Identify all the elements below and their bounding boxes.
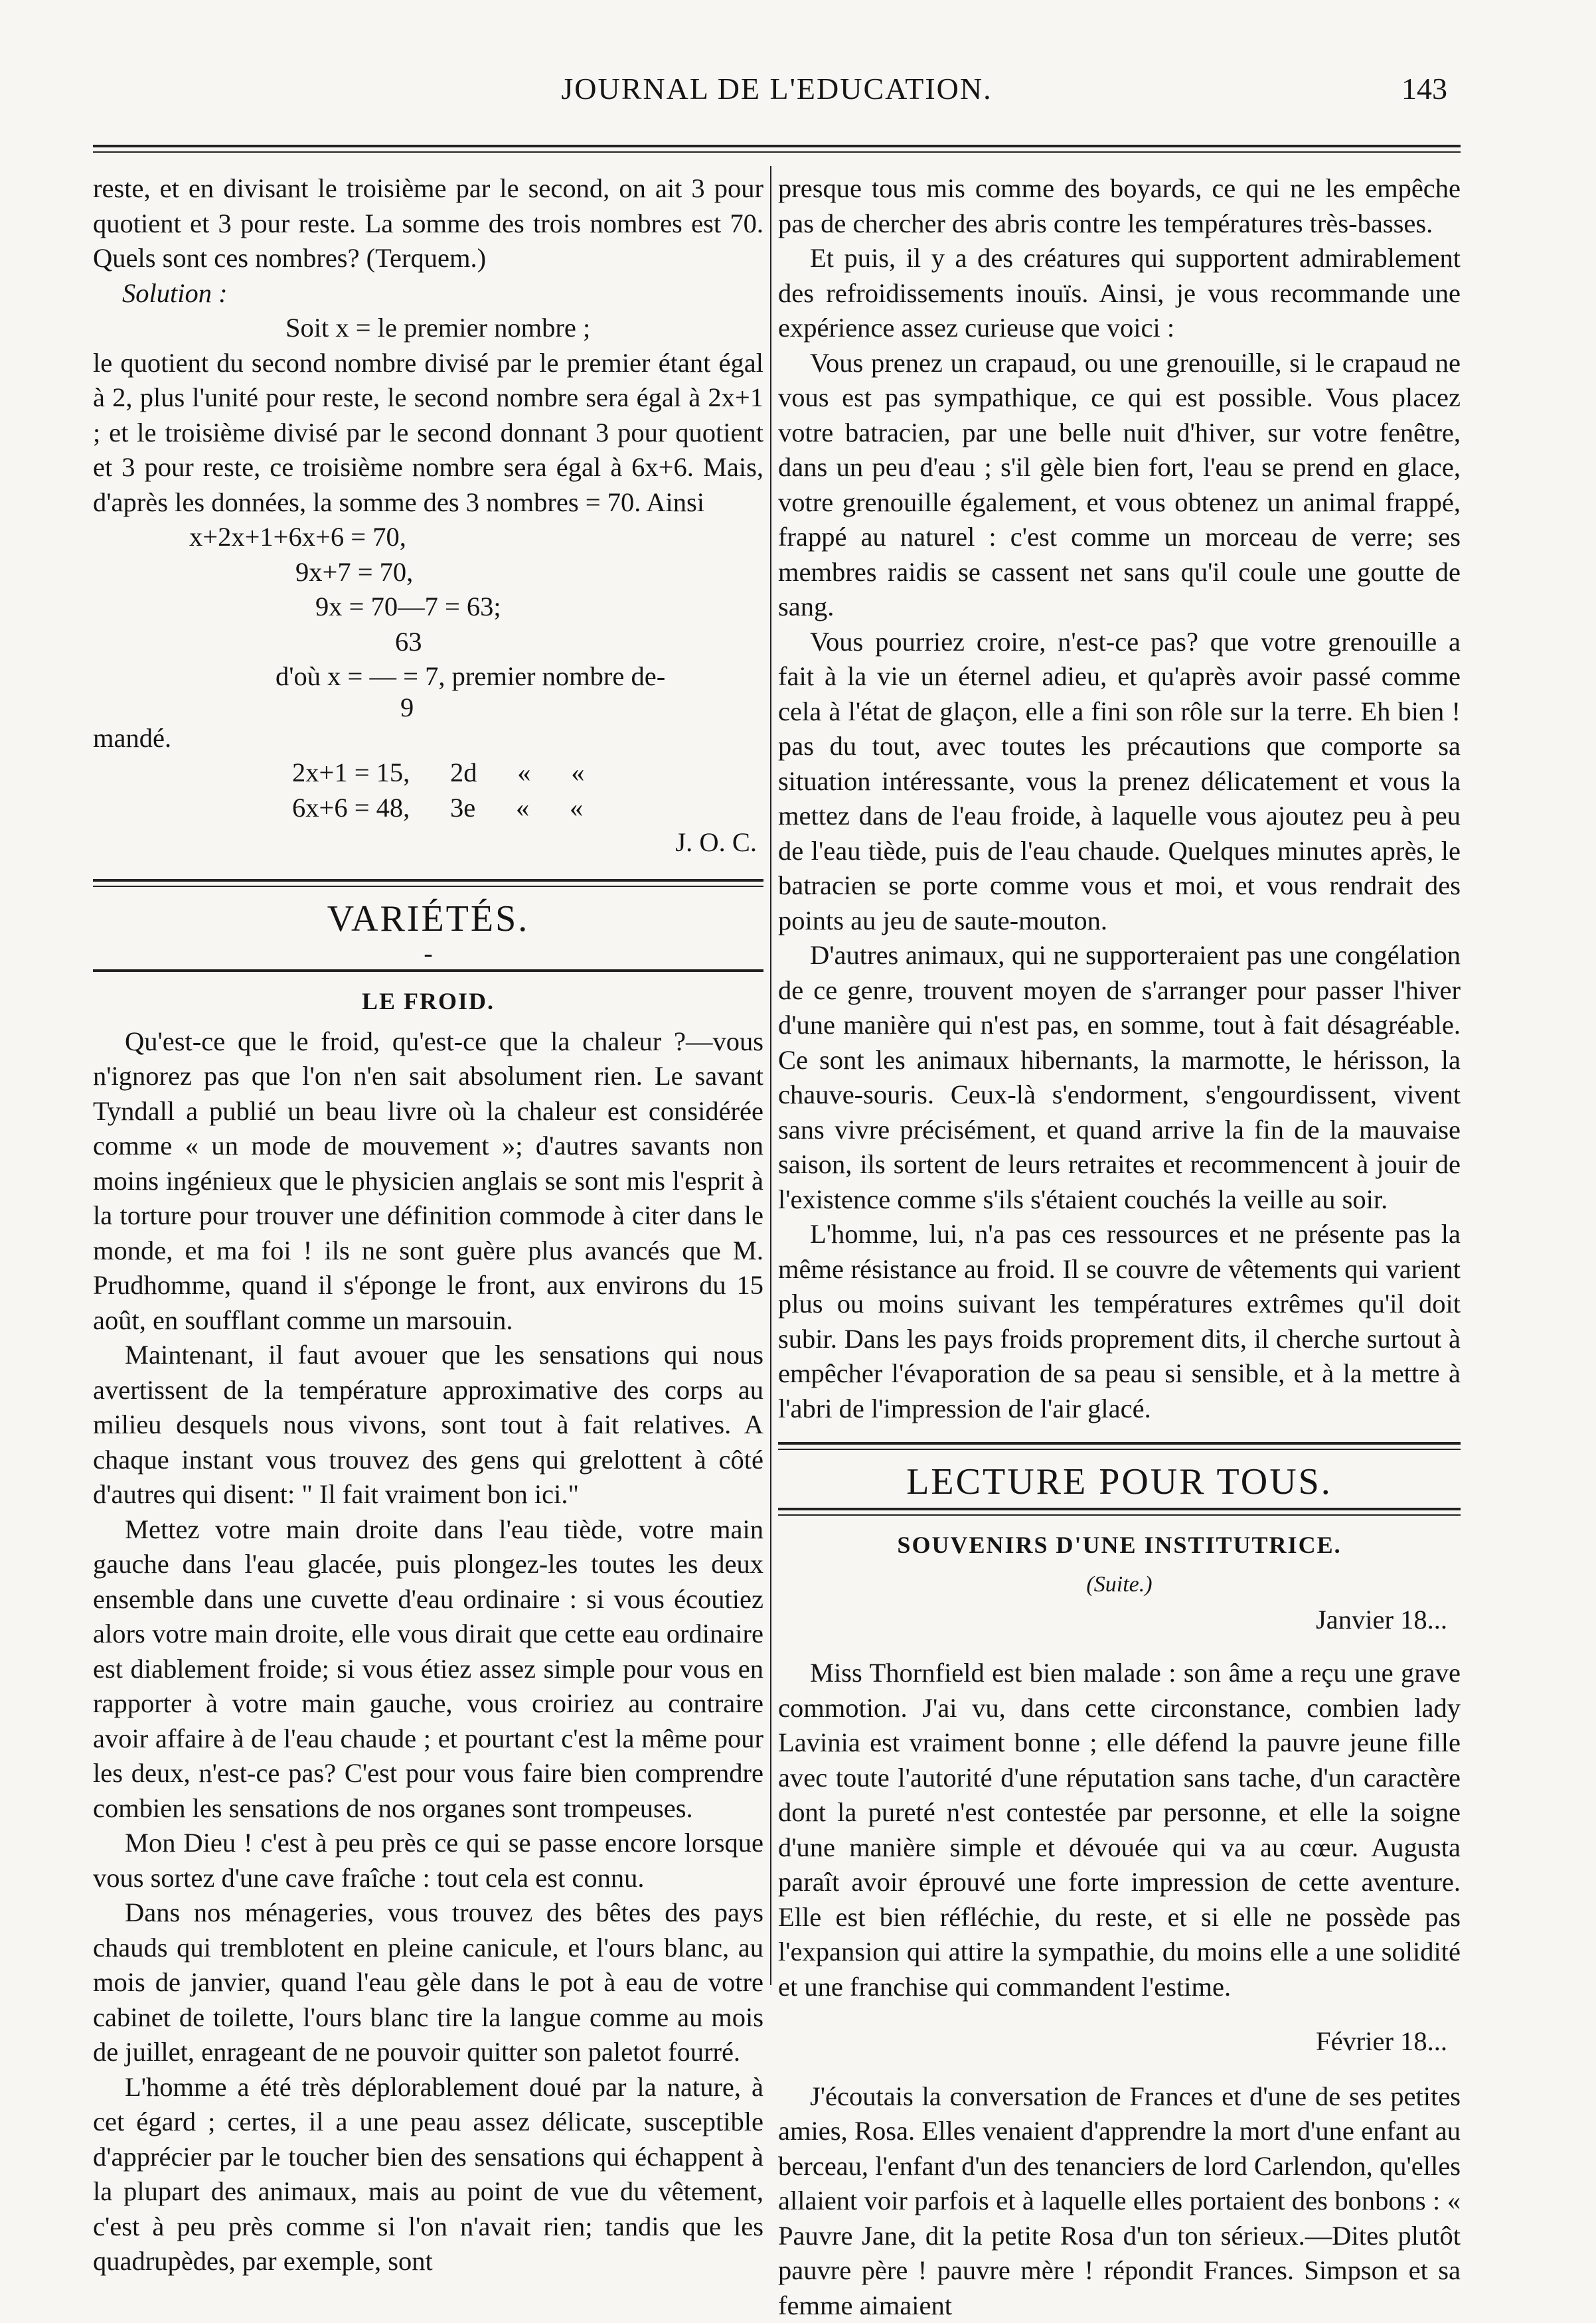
date-heading: Janvier 18... <box>778 1603 1461 1638</box>
paragraph: Vous prenez un crapaud, ou une grenouille, si le crapaud ne vous est pas sympathique, ce qui est possible. Vous placez votre batracien, par une belle nuit d'hiver, sur votre fenêtre, dans un peu d'eau ; s'il gèle bien fort, l'eau se prend en glace, votre grenouille également, et vous obtenez un animal frappé, frappé au naturel : c'est comme un morceau de verre; ses membres raidis se cassent net sans qu'il coule une goutte de sang. <box>778 346 1461 625</box>
header-rule <box>93 145 1461 147</box>
solution-label: Solution : <box>93 276 763 311</box>
equation: x+2x+1+6x+6 = 70, <box>93 520 763 555</box>
header-rule-thin <box>93 151 1461 153</box>
solution-text: le quotient du second nombre divisé par le premier étant égal à 2, plus l'unité pour reste, le second nombre sera égal à 2x+1 ; et le troisième divisé par le second donnant 3 pour quotient et 3 pour reste, ce troisième nombre sera égal à 6x+6. Mais, d'après les données, la somme des 3 nombres = 70. Ainsi <box>93 346 763 521</box>
paragraph: J'écoutais la conversation de Frances et d'une de ses petites amies, Rosa. Elles venaient d'apprendre la mort d'une enfant au berceau, l'enfant d'un des tenanciers de lord Carlendon, qu'elles allaient voir parfois et à laquelle elles portaient des bonbons : « Pauvre Jane, dit la petite Rosa d'un ton sérieux.—Dites plutôt pauvre père ! pauvre mère ! répondit Frances. Simpson et sa femme aimaient <box>778 2079 1461 2323</box>
paragraph: D'autres animaux, qui ne supporteraient pas une congélation de ce genre, trouvent moyen de s'arranger pour passer l'hiver d'une manière qui n'est pas, en somme, tout à fait désagréable. Ce sont les animaux hibernants, la marmotte, le hérisson, la chauve-souris. Ceux-là s'endorment, s'engourdissent, vivent sans vivre précisément, et quand arrive la fin de la mauvaise saison, ils sortent de leurs retraites et recommencent à jouir de l'existence comme s'ils s'étaient couchés la veille au soir. <box>778 938 1461 1217</box>
article-title: LE FROID. <box>93 984 763 1019</box>
section-title: LECTURE POUR TOUS. <box>778 1465 1461 1500</box>
equation: 9x+7 = 70, <box>93 555 763 590</box>
right-column <box>778 171 1461 2323</box>
fraction-denominator: 9 <box>93 694 763 721</box>
left-column <box>93 171 763 2279</box>
journal-title: JOURNAL DE L'EDUCATION. <box>100 71 1454 106</box>
paragraph: L'homme a été très déplorablement doué par la nature, à cet égard ; certes, il a une peau assez délicate, susceptible d'apprécier par le toucher bien des sensations qui échappent à la plupart des animaux, mais au point de vue du vêtement, c'est à peu près comme si l'on n'avait rien; tandis que les quadrupèdes, par exemple, sont <box>93 2070 763 2279</box>
paragraph: Mon Dieu ! c'est à peu près ce qui se passe encore lorsque vous sortez d'une cave fraîche : tout cela est connu. <box>93 1826 763 1895</box>
column-divider <box>770 166 771 1985</box>
title-dash: - <box>93 944 763 963</box>
equation-continuation: mandé. <box>93 721 763 756</box>
date-heading: Février 18... <box>778 2024 1461 2059</box>
continued-label: (Suite.) <box>778 1567 1461 1603</box>
section-rule <box>93 879 763 882</box>
equation: d'où x = — = 7, premier nombre de- <box>93 659 763 694</box>
equation: 9x = 70—7 = 63; <box>93 590 763 625</box>
paragraph: Maintenant, il faut avouer que les sensations qui nous avertissent de la température approximative des corps au milieu desquels nous vivons, sont tout à fait relatives. A chaque instant vous trouvez des gens qui grelottent à côté d'autres qui disent: " Il fait vraiment bon ici." <box>93 1338 763 1512</box>
fraction-numerator: 63 <box>93 625 763 660</box>
equation: 6x+6 = 48, 3e « « <box>93 791 763 826</box>
section-rule-thin <box>778 1514 1461 1516</box>
equation: 2x+1 = 15, 2d « « <box>93 756 763 791</box>
problem-statement: reste, et en divisant le troisième par le second, on ait 3 pour quotient et 3 pour reste. La somme des trois nombres est 70. Quels sont ces nombres? (Terquem.) <box>93 171 763 276</box>
section-rule-thin <box>93 886 763 887</box>
section-rule <box>93 969 763 972</box>
paragraph: Vous pourriez croire, n'est-ce pas? que votre grenouille a fait à la vie un éternel adieu, et qu'après avoir passé comme cela à l'état de glaçon, elle a fini son rôle sur la terre. Eh bien ! pas du tout, avec toutes les précautions que comporte sa situation intéressante, vous la prenez délicatement et vous la mettez dans de l'eau froide, à laquelle vous ajoutez peu à peu de l'eau tiède, puis de l'eau chaude. Quelques minutes après, le batracien se porte comme vous et moi, et vous rendrait des points au jeu de saute-mouton. <box>778 625 1461 939</box>
signature: J. O. C. <box>93 825 763 860</box>
section-rule-thin <box>778 1449 1461 1450</box>
paragraph: Et puis, il y a des créatures qui supportent admirablement des refroidissements inouïs. Ainsi, je vous recommande une expérience assez curieuse que voici : <box>778 241 1461 346</box>
section-rule <box>778 1442 1461 1445</box>
article-title: SOUVENIRS D'UNE INSTITUTRICE. <box>778 1528 1461 1563</box>
paragraph: Mettez votre main droite dans l'eau tiède, votre main gauche dans l'eau glacée, puis plongez-les toutes les deux ensemble dans une cuvette d'eau ordinaire : si vous écoutiez alors votre main droite, elle vous dirait que cette eau ordinaire est diablement froide; si vous étiez assez simple pour vous en rapporter à votre main gauche, vous croiriez au contraire avoir affaire à de l'eau chaude ; et pourtant c'est la même pour les deux, n'est-ce pas? C'est pour vous faire bien comprendre combien les sensations de nos organes sont trompeuses. <box>93 1512 763 1826</box>
paragraph: Dans nos ménageries, vous trouvez des bêtes des pays chauds qui tremblotent en pleine canicule, et l'ours blanc, au mois de janvier, quand l'eau gèle dans le pot à eau de votre cabinet de toilette, l'ours blanc tire la langue comme au mois de juillet, enrageant de ne pouvoir quitter son paletot fourré. <box>93 1895 763 2070</box>
page-number: 143 <box>1401 71 1447 106</box>
paragraph: L'homme, lui, n'a pas ces ressources et ne présente pas la même résistance au froid. Il se couvre de vêtements qui varient plus ou moins suivant les températures extrêmes qu'il doit subir. Dans les pays froids proprement dits, il cherche surtout à empêcher l'évaporation de sa peau si sensible, et à la mettre à l'abri de l'impression de l'air glacé. <box>778 1217 1461 1426</box>
paragraph: presque tous mis comme des boyards, ce qui ne les empêche pas de chercher des abris contre les températures très-basses. <box>778 171 1461 241</box>
paragraph: Miss Thornfield est bien malade : son âme a reçu une grave commotion. J'ai vu, dans cette circonstance, combien lady Lavinia est vraiment bonne ; elle défend la pauvre jeune fille avec toute l'autorité d'une réputation sans tache, d'un caractère dont la pureté n'est contestée par personne, et elle la soigne d'une manière simple et dévouée qui va au cœur. Augusta paraît avoir éprouvé une forte impression de cette aventure. Elle est bien réfléchie, du reste, et si elle ne possède pas l'expansion qui attire la sympathie, du moins elle a une solidité et une franchise qui commandent l'estime. <box>778 1656 1461 2004</box>
solution-line: Soit x = le premier nombre ; <box>93 311 763 346</box>
section-rule <box>778 1508 1461 1510</box>
section-title: VARIÉTÉS. <box>93 902 763 937</box>
paragraph: Qu'est-ce que le froid, qu'est-ce que la chaleur ?—vous n'ignorez pas que l'on n'en sait absolument rien. Le savant Tyndall a publié un beau livre où la chaleur est considérée comme « un mode de mouvement »; d'autres savants non moins ingénieux que le physicien anglais se sont mis l'esprit à la torture pour trouver une définition commode à citer dans le monde, et ma foi ! ils ne sont guère plus avancés que M. Prudhomme, quand il s'éponge le front, aux environs du 15 août, en soufflant comme un marsouin. <box>93 1024 763 1338</box>
page-header <box>100 63 1454 110</box>
